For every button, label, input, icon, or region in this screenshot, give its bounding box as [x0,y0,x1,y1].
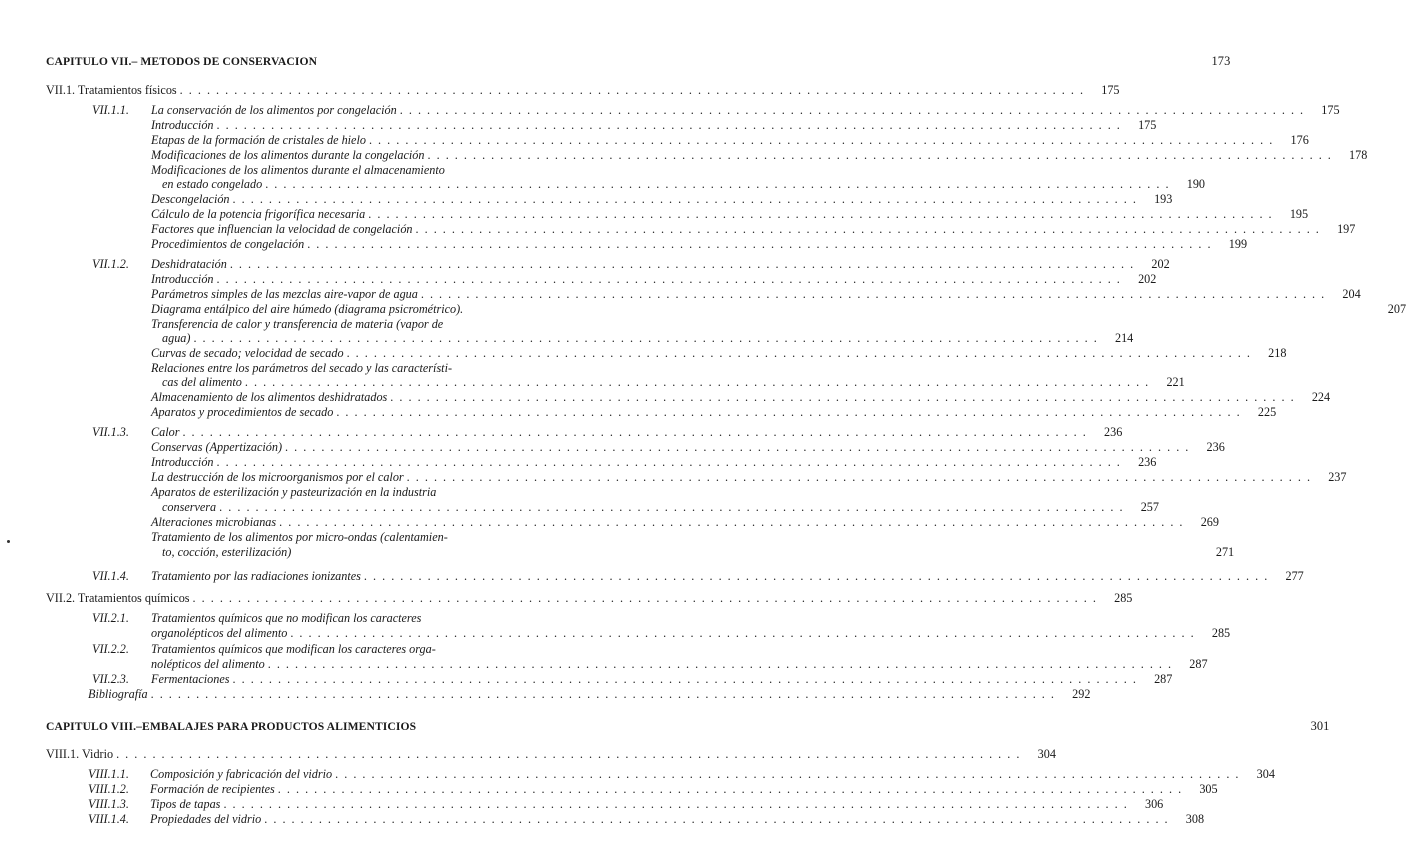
toc-entry [151,515,1219,529]
leader-dots [279,515,1184,529]
entry-title: Cálculo de la potencia frigorífica necesaria [151,207,366,221]
subsection-title: nolépticos del alimento [151,657,265,671]
toc-subsection-continued [151,626,1231,640]
subsection-title: Propiedades del vidrio [150,812,262,826]
entry-title: cas del alimento [162,375,242,389]
entry-page: 199 [1228,237,1248,251]
leader-dots [368,207,1273,221]
subsection-page: 287 [1189,657,1208,671]
leader-dots [223,797,1128,811]
entry-title: en estado congelado [162,177,263,191]
entry-page: 225 [1257,405,1277,419]
leader-dots [217,118,1122,132]
subsection-title: Tratamientos químicos que no modifican los caracteres [151,611,422,625]
entry-title: Almacenamiento de los alimentos deshidratados [151,390,388,404]
entry-page: 204 [1342,287,1361,301]
entry-title: La destrucción de los microorganismos por el calor [151,470,404,484]
subsection-page: 304 [1256,767,1275,781]
entry-page: 190 [1186,177,1206,191]
toc-entry [151,361,556,375]
entry-title: Conservas (Appertización) [151,440,282,454]
leader-dots [290,626,1195,640]
entry-page: 178 [1349,148,1368,162]
chapter-page: 301 [1310,719,1330,733]
toc-entry [151,237,1248,251]
leader-dots [428,148,1333,162]
toc-entry [151,346,1287,360]
leader-dots [230,257,1135,271]
leader-dots [217,272,1122,286]
toc-subsection [151,103,1340,117]
leader-dots [245,375,1150,389]
stray-mark [7,540,10,543]
subsection-number: VIII.1.2. [88,782,129,796]
toc-entry [151,222,1356,236]
chapter-page: 173 [1211,54,1231,68]
entry-page: 221 [1166,375,1185,389]
leader-dots [268,657,1173,671]
entry-title: Introducción [151,272,214,286]
entry-page: 236 [1138,455,1157,469]
entry-title: Etapas de la formación de cristales de hielo [151,133,366,147]
toc-entry-continued [162,177,1206,191]
entry-title: Introducción [151,455,214,469]
subsection-title: organolépticos del alimento [151,626,288,640]
leader-dots [369,133,1274,147]
subsection-number: VIII.1.1. [88,767,129,781]
entry-page: 207 [1387,302,1406,316]
toc-subsection [151,569,1304,583]
entry-title: Factores que influencian la velocidad de congelación [151,222,413,236]
chapter-title: CAPITULO VIII.–EMBALAJES PARA PRODUCTOS ALIMENTICIOS [46,720,417,733]
subsection-page: 236 [1104,425,1123,439]
toc-subsection [151,642,556,656]
toc-subsection [150,767,1275,781]
leader-dots [400,103,1305,117]
toc-subsection [151,611,556,625]
entry-title: Modificaciones de los alimentos durante la congelación [151,148,425,162]
entry-page: 218 [1268,346,1287,360]
subsection-title: Calor [151,425,180,439]
subsection-title: Deshidratación [151,257,227,271]
subsection-title: Tratamiento por las radiaciones ionizantes [151,569,361,583]
leader-dots [278,782,1183,796]
subsection-number: VIII.1.4. [88,812,129,826]
entry-page: 195 [1289,207,1309,221]
leader-dots [336,405,1241,419]
section-title: VII.2. Tratamientos químicos [46,591,190,605]
leader-dots [151,687,1056,701]
subsection-number: VII.1.2. [92,257,129,271]
leader-dots [265,177,1170,191]
entry-page: 271 [1215,545,1235,559]
leader-dots [182,425,1087,439]
entry-title: to, cocción, esterilización) [162,545,292,559]
subsection-title: Formación de recipientes [150,782,275,796]
leader-dots [421,287,1326,301]
toc-entry-continued [162,545,1235,559]
chapter-heading [46,54,1231,69]
leader-dots [364,569,1269,583]
leader-dots [233,672,1138,686]
entry-title: Aparatos de esterilización y pasteurización en la industria [151,485,437,499]
toc-subsection [151,257,1170,271]
chapter-heading [46,719,1330,734]
entry-title: Curvas de secado; velocidad de secado [151,346,344,360]
bibliography-page: 292 [1072,687,1091,701]
entry-title: Relaciones entre los parámetros del secado y las característi- [151,361,453,375]
entry-title: Descongelación [151,192,230,206]
entry-page: 269 [1200,515,1219,529]
entry-title: agua) [162,331,191,345]
subsection-page: 306 [1144,797,1164,811]
toc-section [46,747,1056,761]
toc-subsection [151,672,1173,686]
toc-section [46,591,1133,605]
subsection-page: 285 [1211,626,1231,640]
toc-entry-continued [162,375,1185,389]
subsection-number: VII.2.2. [92,642,129,656]
entry-page: 236 [1206,440,1225,454]
entry-page: 176 [1290,133,1309,147]
entry-page: 224 [1311,390,1331,404]
subsection-title: Tipos de tapas [150,797,221,811]
toc-entry [151,272,1157,286]
leader-dots [180,83,1085,97]
entry-title: Transferencia de calor y transferencia de materia (vapor de [151,317,444,331]
leader-dots [347,346,1252,360]
entry-page: 193 [1154,192,1173,206]
toc-subsection [151,425,1123,439]
toc-entry-continued [162,331,1134,345]
entry-title: Introducción [151,118,214,132]
leader-dots [219,500,1124,514]
subsection-title: Composición y fabricación del vidrio [150,767,333,781]
toc-entry [151,118,1157,132]
toc-entry [151,302,1406,316]
subsection-number: VII.2.3. [92,672,129,686]
section-page: 285 [1114,591,1133,605]
leader-dots [233,192,1138,206]
leader-dots [193,331,1098,345]
toc-entry-continued [162,500,1159,514]
subsection-number: VII.1.3. [92,425,129,439]
subsection-page: 287 [1154,672,1173,686]
subsection-page: 305 [1199,782,1218,796]
subsection-title: La conservación de los alimentos por congelación [151,103,397,117]
leader-dots [407,470,1312,484]
leader-dots [390,390,1295,404]
entry-title: Aparatos y procedimientos de secado [151,405,334,419]
toc-entry [151,192,1173,206]
subsection-number: VIII.1.3. [88,797,129,811]
entry-title: Procedimientos de congelación [151,237,305,251]
subsection-title: Fermentaciones [151,672,230,686]
toc-subsection [150,812,1205,826]
subsection-page: 277 [1285,569,1304,583]
leader-dots [193,591,1098,605]
toc-entry [151,440,1225,454]
bibliography-title: Bibliografía [88,687,148,701]
subsection-title: Tratamientos químicos que modifican los caracteres orga- [151,642,436,656]
leader-dots [217,455,1122,469]
toc-entry [151,133,1309,147]
entry-page: 197 [1337,222,1356,236]
leader-dots [416,222,1321,236]
entry-page: 202 [1138,272,1157,286]
section-title: VII.1. Tratamientos físicos [46,83,177,97]
entry-title: Modificaciones de los alimentos durante el almacenamiento [151,163,445,177]
entry-title: Tratamiento de los alimentos por micro-ondas (calentamien- [151,530,448,544]
subsection-page: 308 [1185,812,1205,826]
toc-entry [151,163,556,177]
entry-title: Parámetros simples de las mezclas aire-vapor de agua [151,287,418,301]
toc-entry [151,390,1331,404]
toc-entry [151,485,556,499]
subsection-page: 175 [1321,103,1340,117]
leader-dots [116,747,1021,761]
entry-page: 175 [1138,118,1157,132]
entry-page: 257 [1140,500,1159,514]
subsection-number: VII.2.1. [92,611,129,625]
toc-entry [151,470,1347,484]
toc-bibliography [88,687,1091,701]
leader-dots [264,812,1169,826]
entry-title: conservera [162,500,217,514]
toc-subsection [150,782,1218,796]
entry-title: Alteraciones microbianas [151,515,277,529]
toc-entry [151,207,1309,221]
leader-dots [307,237,1212,251]
toc-entry [151,287,1361,301]
subsection-page: 202 [1151,257,1170,271]
section-page: 304 [1037,747,1056,761]
entry-page: 214 [1114,331,1134,345]
toc-entry [151,405,1277,419]
toc-entry [151,148,1368,162]
section-page: 175 [1101,83,1120,97]
subsection-number: VII.1.1. [92,103,129,117]
subsection-number: VII.1.4. [92,569,129,583]
toc-section [46,83,1120,97]
toc-subsection [150,797,1164,811]
toc-subsection-continued [151,657,1208,671]
toc-entry [151,455,1157,469]
section-title: VIII.1. Vidrio [46,747,114,761]
leader-dots [285,440,1190,454]
leader-dots [335,767,1240,781]
toc-entry [151,317,556,331]
entry-page: 237 [1328,470,1347,484]
entry-title: Diagrama entálpico del aire húmedo (diagrama psicrométrico). [151,302,464,316]
chapter-title: CAPITULO VII.– METODOS DE CONSERVACION [46,55,318,68]
toc-entry [151,530,556,544]
